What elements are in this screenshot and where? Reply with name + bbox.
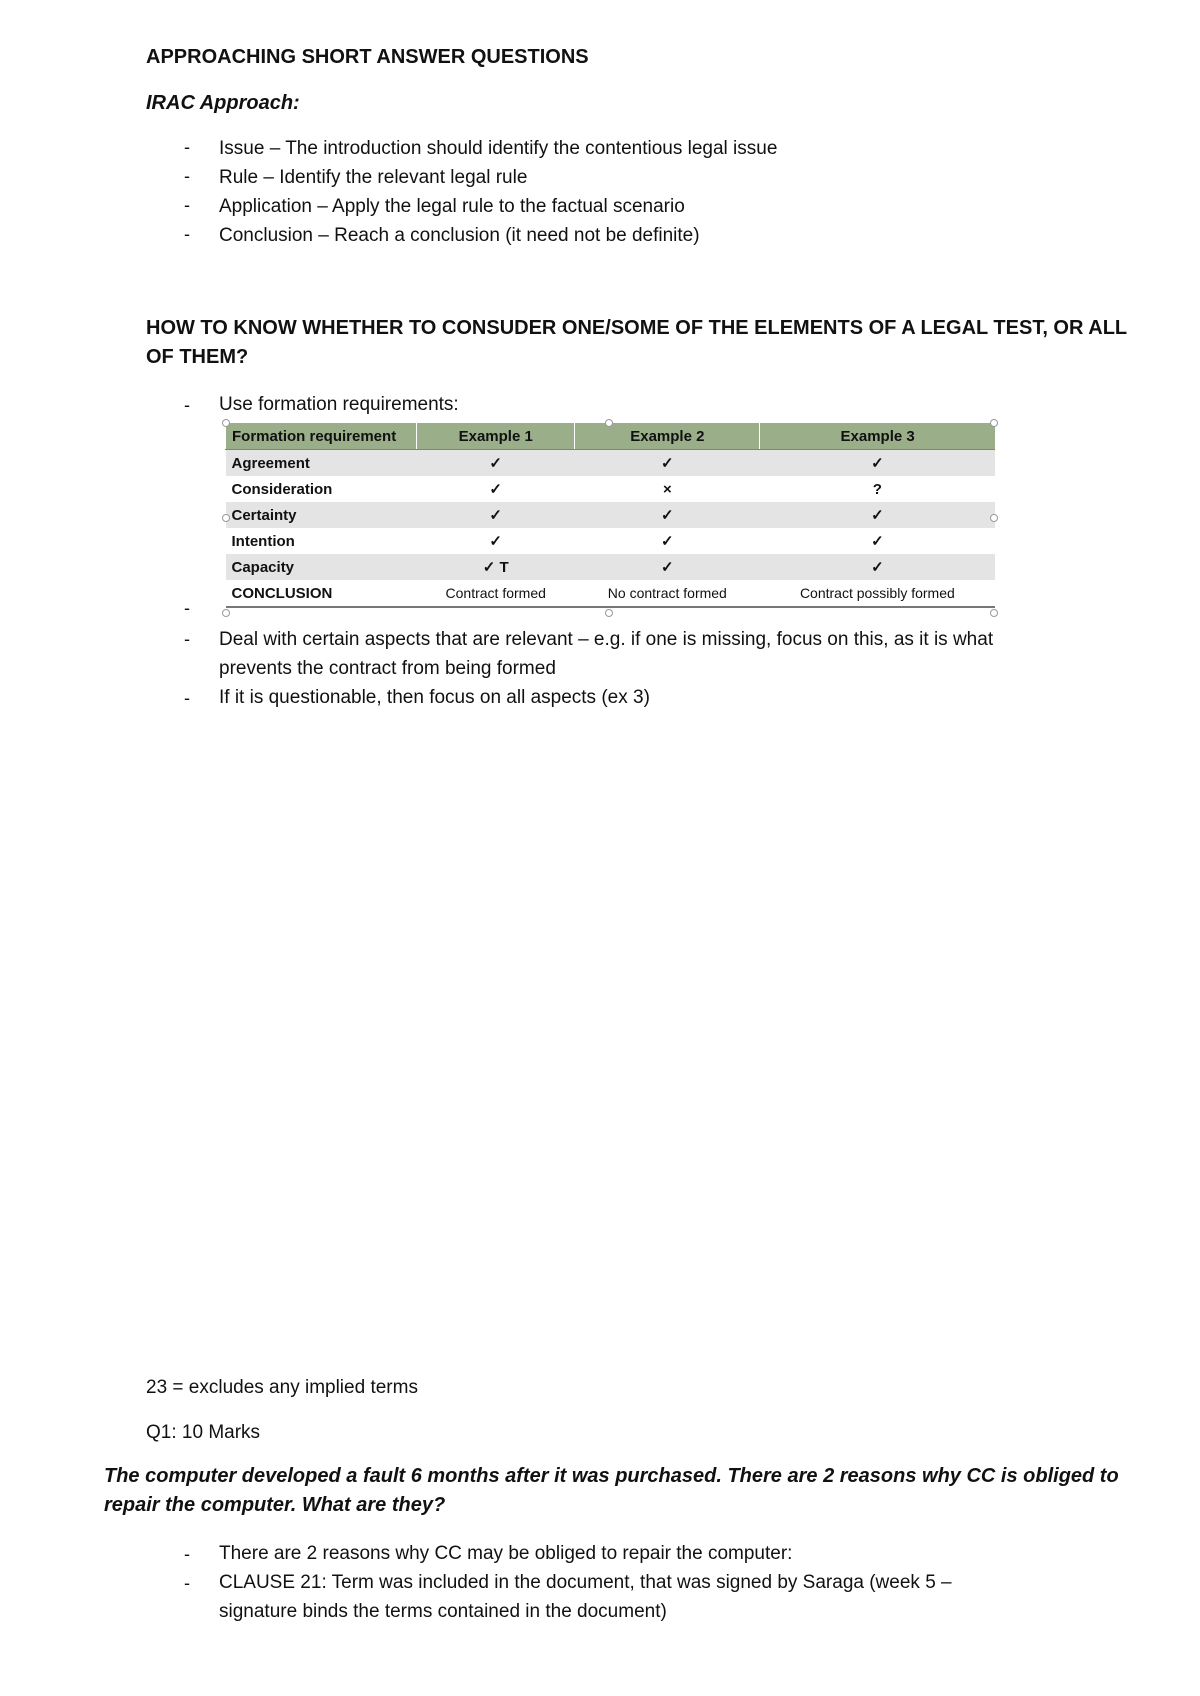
table-row <box>226 476 996 502</box>
table-header-cell: Example 1 <box>417 423 575 450</box>
list-dash: - <box>184 395 190 415</box>
table-cell: No contract formed <box>575 580 760 607</box>
list-dash: - <box>184 1544 190 1564</box>
table-cell: ✓ <box>760 502 995 528</box>
formation-requirements-table <box>225 423 995 608</box>
resize-handle[interactable] <box>605 609 613 617</box>
table-cell: Certainty <box>226 502 417 528</box>
table-cell: ✓ <box>575 528 760 554</box>
table-row <box>226 450 996 477</box>
use-formation-text: Use formation requirements: <box>219 394 459 415</box>
table-cell: ✓ <box>575 502 760 528</box>
table-cell: Intention <box>226 528 417 554</box>
resize-handle[interactable] <box>990 419 998 427</box>
resize-handle[interactable] <box>222 514 230 522</box>
irac-heading: IRAC Approach: <box>146 92 300 114</box>
table-cell: Agreement <box>226 450 417 477</box>
how-to-heading-line1: HOW TO KNOW WHETHER TO CONSUDER ONE/SOME OF THE ELEMENTS OF A LEGAL TEST, OR ALL <box>146 317 1128 339</box>
table-cell: CONCLUSION <box>226 580 417 607</box>
table-cell: ✓ <box>575 554 760 580</box>
table-cell: ? <box>760 476 995 502</box>
resize-handle[interactable] <box>222 419 230 427</box>
irac-item-application: Application – Apply the legal rule to the factual scenario <box>219 196 685 217</box>
table-cell: Consideration <box>226 476 417 502</box>
irac-item-rule: Rule – Identify the relevant legal rule <box>219 167 528 188</box>
answer-clause-21: CLAUSE 21: Term was included in the document, that was signed by Saraga (week 5 – <box>219 1572 952 1593</box>
irac-item-issue: Issue – The introduction should identify the contentious legal issue <box>219 138 778 159</box>
table-row <box>226 502 996 528</box>
table-cell: × <box>575 476 760 502</box>
list-dash: - <box>184 688 190 708</box>
table-header-cell: Formation requirement <box>226 423 417 450</box>
table-cell: ✓ <box>575 450 760 477</box>
table-cell: Contract possibly formed <box>760 580 995 607</box>
resize-handle[interactable] <box>990 514 998 522</box>
list-dash: - <box>184 137 190 157</box>
point-questionable: If it is questionable, then focus on all aspects (ex 3) <box>219 687 650 708</box>
table-row <box>226 528 996 554</box>
q1-question-line1: The computer developed a fault 6 months after it was purchased. There are 2 reasons why CC is obliged to <box>104 1465 1119 1487</box>
answer-clause-21-cont: signature binds the terms contained in the document) <box>219 1601 667 1622</box>
how-to-heading-line2: OF THEM? <box>146 346 249 368</box>
table-header-row <box>226 423 996 450</box>
table-row <box>226 580 996 607</box>
table-cell: ✓ <box>417 502 575 528</box>
list-dash: - <box>184 166 190 186</box>
note-23: 23 = excludes any implied terms <box>146 1377 418 1398</box>
table-cell: ✓ <box>760 528 995 554</box>
table-cell: ✓ T <box>417 554 575 580</box>
table-row <box>226 554 996 580</box>
answer-two-reasons: There are 2 reasons why CC may be obliged to repair the computer: <box>219 1543 793 1564</box>
table-header-cell: Example 2 <box>575 423 760 450</box>
table-cell: Capacity <box>226 554 417 580</box>
resize-handle[interactable] <box>222 609 230 617</box>
q1-label: Q1: 10 Marks <box>146 1422 261 1443</box>
list-dash: - <box>184 224 190 244</box>
list-dash: - <box>184 195 190 215</box>
resize-handle[interactable] <box>605 419 613 427</box>
table-cell: ✓ <box>760 450 995 477</box>
document-title: APPROACHING SHORT ANSWER QUESTIONS <box>146 46 589 68</box>
list-dash: - <box>184 1573 190 1593</box>
table-cell: ✓ <box>760 554 995 580</box>
table-header-cell: Example 3 <box>760 423 995 450</box>
point-deal-with-aspects-cont: prevents the contract from being formed <box>219 658 556 679</box>
point-deal-with-aspects: Deal with certain aspects that are relevant – e.g. if one is missing, focus on this, as it is what <box>219 629 994 650</box>
list-dash: - <box>184 629 190 649</box>
list-dash: - <box>184 598 190 618</box>
table-cell: Contract formed <box>417 580 575 607</box>
table-cell: ✓ <box>417 528 575 554</box>
table-cell: ✓ <box>417 476 575 502</box>
table-cell: ✓ <box>417 450 575 477</box>
resize-handle[interactable] <box>990 609 998 617</box>
irac-item-conclusion: Conclusion – Reach a conclusion (it need not be definite) <box>219 225 700 246</box>
q1-question-line2: repair the computer. What are they? <box>104 1494 446 1516</box>
